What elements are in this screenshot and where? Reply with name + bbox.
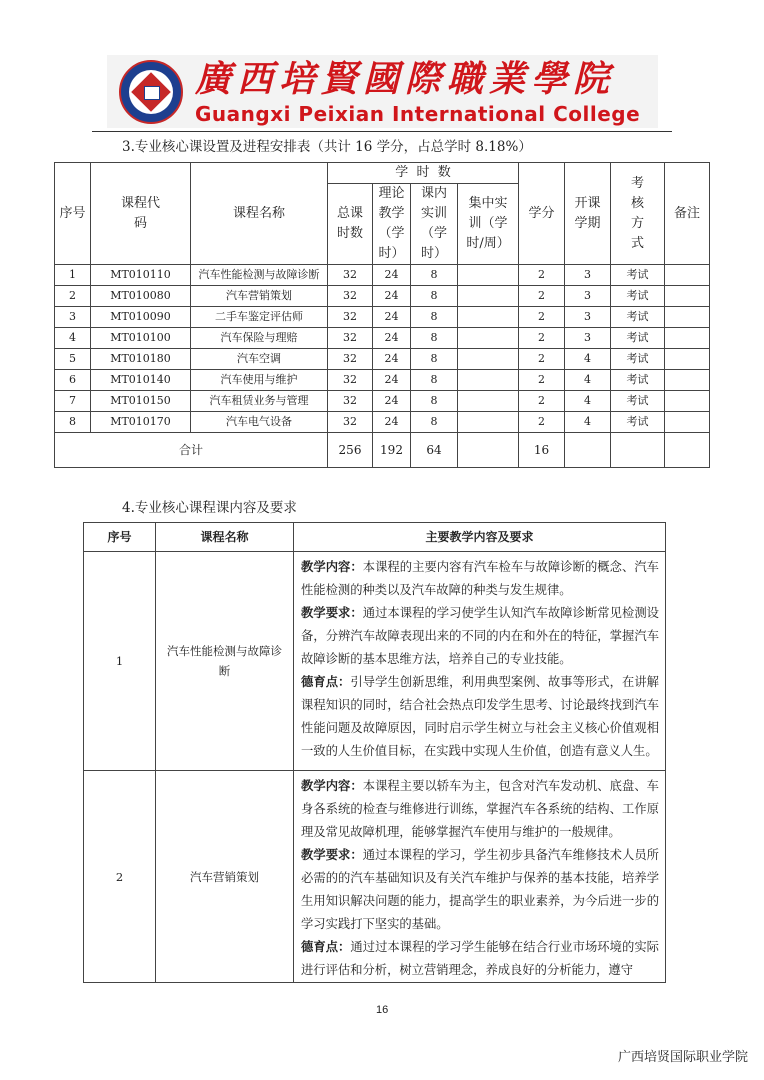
cell-theory: 24 — [373, 328, 411, 349]
header-name: 课程名称 — [191, 163, 328, 265]
cell-remark — [665, 286, 710, 307]
cell-exam: 考试 — [611, 391, 665, 412]
table-row — [55, 307, 710, 328]
cell-content — [294, 552, 666, 771]
cell-name: 汽车电气设备 — [191, 412, 328, 433]
cell-name: 汽车营销策划 — [156, 771, 294, 983]
cell-credit: 2 — [519, 412, 565, 433]
cell-semester: 4 — [565, 370, 611, 391]
cell-practice: 8 — [411, 307, 458, 328]
cell-theory: 24 — [373, 412, 411, 433]
cell-theory: 24 — [373, 391, 411, 412]
cell-semester: 3 — [565, 307, 611, 328]
cell-no: 6 — [55, 370, 91, 391]
cell-remark — [665, 370, 710, 391]
header-divider — [92, 131, 672, 132]
header-content: 主要教学内容及要求 — [294, 523, 666, 552]
cell-no: 5 — [55, 349, 91, 370]
requirement-text: 通过本课程的学习使学生认知汽车故障诊断常见检测设备，分辨汽车故障表现出来的不同的内在和外在的特征，掌握汽车故障诊断的基本思维方法，培养自己的专业技能。 — [301, 606, 659, 666]
cell-practice: 8 — [411, 349, 458, 370]
cell-total: 32 — [328, 349, 373, 370]
cell-remark — [665, 391, 710, 412]
table-row — [84, 552, 666, 771]
total-label: 合计 — [55, 433, 328, 468]
cell-name: 汽车租赁业务与管理 — [191, 391, 328, 412]
requirement-label: 教学要求： — [301, 606, 363, 620]
table-row — [55, 391, 710, 412]
cell-intensive — [458, 307, 519, 328]
cell-semester: 3 — [565, 265, 611, 286]
cell-total: 32 — [328, 286, 373, 307]
cell-practice: 8 — [411, 328, 458, 349]
header-no: 序号 — [84, 523, 156, 552]
cell-exam: 考试 — [611, 349, 665, 370]
cell-semester: 4 — [565, 391, 611, 412]
cell-remark — [665, 307, 710, 328]
cell-name: 汽车营销策划 — [191, 286, 328, 307]
cell-total: 32 — [328, 328, 373, 349]
cell-name: 汽车性能检测与故障诊断 — [156, 552, 294, 771]
section4-title: 4.专业核心课程课内容及要求 — [122, 500, 297, 516]
cell-credit: 2 — [519, 328, 565, 349]
cell-intensive — [458, 286, 519, 307]
requirement-label: 教学要求： — [301, 848, 363, 862]
cell-practice: 8 — [411, 412, 458, 433]
total-practice: 64 — [411, 433, 458, 468]
cell-credit: 2 — [519, 265, 565, 286]
cell-total: 32 — [328, 265, 373, 286]
footer-college-name: 广西培贤国际职业学院 — [618, 1050, 749, 1065]
page-number: 16 — [376, 1004, 389, 1016]
cell-no: 1 — [55, 265, 91, 286]
total-exam — [611, 433, 665, 468]
cell-name: 汽车使用与维护 — [191, 370, 328, 391]
total-intensive — [458, 433, 519, 468]
cell-remark — [665, 328, 710, 349]
total-theory: 192 — [373, 433, 411, 468]
cell-credit: 2 — [519, 307, 565, 328]
header-no: 序号 — [55, 163, 91, 265]
cell-total: 32 — [328, 391, 373, 412]
cell-practice: 8 — [411, 370, 458, 391]
header-credit: 学分 — [519, 163, 565, 265]
cell-intensive — [458, 328, 519, 349]
cell-exam: 考试 — [611, 307, 665, 328]
cell-theory: 24 — [373, 349, 411, 370]
cell-theory: 24 — [373, 307, 411, 328]
cell-remark — [665, 265, 710, 286]
moral-text: 引导学生创新思维，利用典型案例、故事等形式，在讲解课程知识的同时，结合社会热点印发学生思考、讨论最终找到汽车性能问题及故障原因，同时启示学生树立与社会主义核心价值观相一致的人生价值目标，在实践中实现人生价值，创造有意义人生。 — [301, 675, 659, 758]
total-credit: 16 — [519, 433, 565, 468]
cell-practice: 8 — [411, 391, 458, 412]
content-label: 教学内容： — [301, 560, 363, 574]
cell-total: 32 — [328, 370, 373, 391]
header-code: 课程代码 — [91, 163, 191, 265]
header-practice: 课内实训（学时） — [411, 184, 458, 265]
cell-intensive — [458, 370, 519, 391]
cell-exam: 考试 — [611, 412, 665, 433]
table-row — [55, 286, 710, 307]
cell-no: 7 — [55, 391, 91, 412]
table-row — [55, 412, 710, 433]
cell-theory: 24 — [373, 286, 411, 307]
moral-text: 通过过本课程的学习学生能够在结合行业市场环境的实际进行评估和分析，树立营销理念，养成良好的分析能力，遵守 — [301, 940, 659, 977]
table-row — [84, 771, 666, 983]
cell-semester: 4 — [565, 349, 611, 370]
cell-theory: 24 — [373, 265, 411, 286]
cell-intensive — [458, 412, 519, 433]
total-remark — [665, 433, 710, 468]
core-course-content-table — [83, 522, 666, 983]
cell-exam: 考试 — [611, 328, 665, 349]
header-remark: 备注 — [665, 163, 710, 265]
cell-content — [294, 771, 666, 983]
cell-no: 2 — [84, 771, 156, 983]
cell-remark — [665, 349, 710, 370]
cell-name: 汽车性能检测与故障诊断 — [191, 265, 328, 286]
content-text: 本课程的主要内容有汽车检车与故障诊断的概念、汽车性能检测的种类以及汽车故障的种类与发生规律。 — [301, 560, 659, 597]
cell-total: 32 — [328, 307, 373, 328]
moral-label: 德育点： — [301, 940, 351, 954]
cell-practice: 8 — [411, 286, 458, 307]
cell-intensive — [458, 265, 519, 286]
cell-no: 4 — [55, 328, 91, 349]
header-exam: 考核方式 — [611, 163, 665, 265]
requirement-text: 通过本课程的学习，学生初步具备汽车维修技术人员所必需的的汽车基础知识及有关汽车维护与保养的基本技能，培养学生用知识解决问题的能力，提高学生的职业素养，为今后进一步的学习实践打下坚实的基础。 — [301, 848, 659, 931]
total-semester — [565, 433, 611, 468]
cell-name: 汽车空调 — [191, 349, 328, 370]
header-theory: 理论教学（学时） — [373, 184, 411, 265]
total-row — [55, 433, 710, 468]
cell-code: MT010140 — [91, 370, 191, 391]
header-name: 课程名称 — [156, 523, 294, 552]
cell-name: 二手车鉴定评估师 — [191, 307, 328, 328]
cell-practice: 8 — [411, 265, 458, 286]
table-row — [55, 265, 710, 286]
header-total: 总课时数 — [328, 184, 373, 265]
cell-exam: 考试 — [611, 286, 665, 307]
header-intensive: 集中实训（学时/周） — [458, 184, 519, 265]
total-hours: 256 — [328, 433, 373, 468]
section3-title: 3.专业核心课设置及进程安排表（共计 16 学分，占总学时 8.18%） — [122, 139, 532, 155]
banner-chinese-name: 廣西培賢國際職業學院 — [195, 58, 616, 100]
moral-label: 德育点： — [301, 675, 351, 689]
content-label: 教学内容： — [301, 779, 363, 793]
header-hours-group: 学 时 数 — [328, 163, 519, 184]
cell-code: MT010090 — [91, 307, 191, 328]
cell-no: 2 — [55, 286, 91, 307]
college-banner — [107, 55, 658, 128]
cell-credit: 2 — [519, 391, 565, 412]
cell-total: 32 — [328, 412, 373, 433]
cell-credit: 2 — [519, 349, 565, 370]
cell-theory: 24 — [373, 370, 411, 391]
cell-code: MT010100 — [91, 328, 191, 349]
cell-intensive — [458, 391, 519, 412]
cell-exam: 考试 — [611, 265, 665, 286]
header-semester: 开课学期 — [565, 163, 611, 265]
content-text: 本课程主要以轿车为主，包含对汽车发动机、底盘、车身各系统的检查与维修进行训练，掌握汽车各系统的结构、工作原理及常见故障机理，能够掌握汽车使用与维护的一般规律。 — [301, 779, 659, 839]
cell-credit: 2 — [519, 370, 565, 391]
cell-no: 3 — [55, 307, 91, 328]
cell-code: MT010150 — [91, 391, 191, 412]
cell-no: 8 — [55, 412, 91, 433]
cell-exam: 考试 — [611, 370, 665, 391]
core-course-schedule-table — [54, 162, 710, 468]
cell-remark — [665, 412, 710, 433]
cell-code: MT010080 — [91, 286, 191, 307]
college-emblem-icon — [119, 60, 183, 124]
table-row — [55, 370, 710, 391]
banner-english-name: Guangxi Peixian International College — [195, 102, 641, 126]
cell-code: MT010180 — [91, 349, 191, 370]
cell-code: MT010110 — [91, 265, 191, 286]
cell-code: MT010170 — [91, 412, 191, 433]
table-row — [55, 328, 710, 349]
cell-name: 汽车保险与理赔 — [191, 328, 328, 349]
cell-intensive — [458, 349, 519, 370]
cell-semester: 3 — [565, 328, 611, 349]
cell-no: 1 — [84, 552, 156, 771]
cell-credit: 2 — [519, 286, 565, 307]
cell-semester: 3 — [565, 286, 611, 307]
table-row — [55, 349, 710, 370]
cell-semester: 4 — [565, 412, 611, 433]
